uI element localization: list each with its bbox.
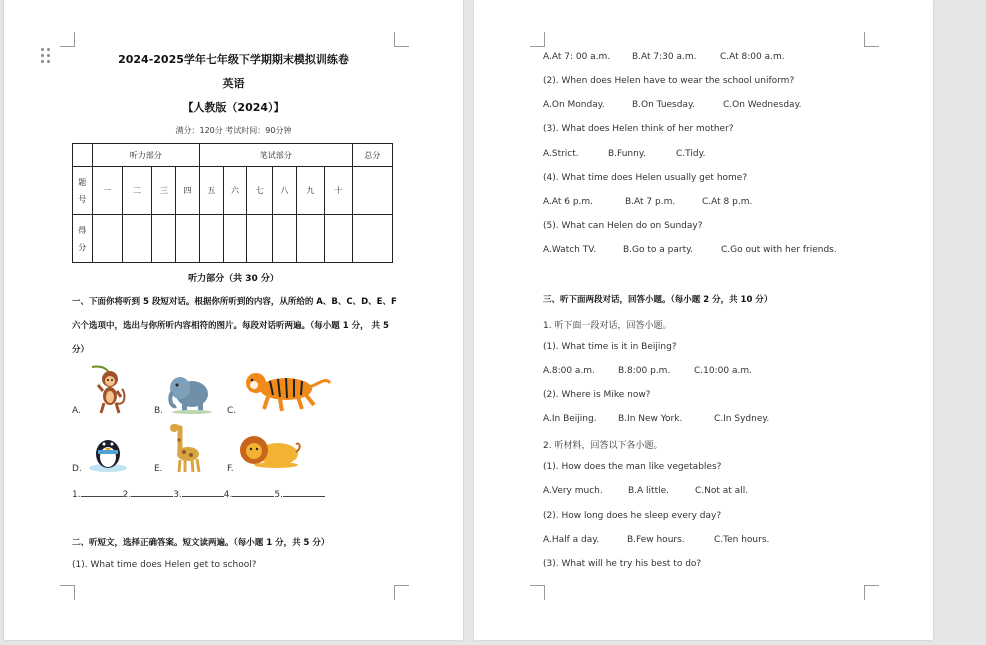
row-label-char: 得 [78,225,87,235]
header-listening: 听力部分 [92,144,199,167]
question-number: 二 [122,167,152,215]
section1-line: 一、下面你将听到 5 段短对话。根据你所听到的内容，从所给的 A、B、C、D、E、F [72,297,397,307]
giraffe-image [164,422,204,474]
dialog-intro: 1. 听下面一段对话，回答小题。 [543,321,672,331]
answer-option[interactable]: B.8:00 p.m. [618,366,671,376]
answer-option[interactable]: A.Half a day. [543,535,600,545]
answer-blank[interactable] [283,488,325,497]
question-number: 四 [176,167,200,215]
question-text: (1). What time does Helen get to school? [72,560,257,570]
answer-blanks [72,488,325,500]
question-text: (5). What can Helen do on Sunday? [543,221,703,231]
question-number: 十 [324,167,352,215]
row-label-char: 题 [78,177,87,187]
header-total: 总分 [352,144,392,167]
question-number: 八 [273,167,297,215]
subject-title: 英语 [222,77,245,90]
row-label-char: 号 [78,194,87,204]
crop-mark [864,32,879,47]
answer-option[interactable]: C.At 8:00 a.m. [720,52,785,62]
answer-option[interactable]: C.Not at all. [695,486,749,496]
table-cell-empty [73,144,93,167]
question-text: (3). What will he try his best to do? [543,559,702,569]
option-label: F. [227,464,234,474]
answer-option[interactable]: C.Tidy. [676,149,706,159]
question-number: 六 [223,167,247,215]
answer-option[interactable]: A.In Beijing. [543,414,597,424]
option-label: E. [154,464,163,474]
section1-line: 分） [72,345,90,355]
crop-mark [394,32,409,47]
row-label-number [73,167,93,215]
elephant-image [166,370,212,414]
answer-option[interactable]: B.At 7 p.m. [625,197,676,207]
edition-title: 【人教版（2024）】 [182,101,285,114]
header-written: 笔试部分 [199,144,352,167]
crop-mark [530,585,545,600]
answer-option[interactable]: B.At 7:30 a.m. [632,52,697,62]
answer-option[interactable]: C.Go out with her friends. [721,245,837,255]
answer-option[interactable]: A.Strict. [543,149,579,159]
answer-option[interactable]: B.Few hours. [627,535,685,545]
answer-option[interactable]: C.At 8 p.m. [702,197,753,207]
score-cell[interactable] [176,215,200,263]
answer-number: 4. [223,490,233,500]
crop-mark [60,32,75,47]
answer-option[interactable]: C.10:00 a.m. [694,366,752,376]
section3-heading: 三、听下面两段对话，回答小题。（每小题 2 分，共 10 分） [543,295,773,305]
question-text: (4). What time does Helen usually get home? [543,173,748,183]
answer-option[interactable]: C.Ten hours. [714,535,770,545]
document-page-right [474,0,933,640]
answer-blank[interactable] [131,488,173,497]
question-number: 七 [247,167,273,215]
document-page-left [4,0,463,640]
answer-blank[interactable] [232,488,274,497]
answer-option[interactable]: A.At 7: 00 a.m. [543,52,611,62]
crop-mark [864,585,879,600]
crop-mark [60,585,75,600]
score-cell[interactable] [199,215,223,263]
crop-mark [530,32,545,47]
answer-number: 2. [122,490,132,500]
answer-option[interactable]: C.In Sydney. [714,414,770,424]
question-text: (1). What time is it in Beijing? [543,342,677,352]
question-text: (2). How long does he sleep every day? [543,511,722,521]
question-number: 一 [92,167,122,215]
question-number: 九 [296,167,324,215]
row-label-char: 分 [78,242,87,252]
option-label: B. [154,406,164,416]
answer-option[interactable]: B.In New York. [618,414,683,424]
answer-option[interactable]: A.On Monday. [543,100,605,110]
score-cell[interactable] [92,215,122,263]
question-number: 三 [152,167,176,215]
answer-option[interactable]: B.A little. [628,486,670,496]
section1-line: 六个选项中，选出与你所听内容相符的图片。每段对话听两遍。（每小题 1 分， 共 5 [72,321,389,331]
score-cell[interactable] [122,215,152,263]
lion-image [238,432,302,470]
score-table [72,143,393,263]
score-cell[interactable] [296,215,324,263]
option-label: A. [72,406,81,416]
option-label: D. [72,464,82,474]
answer-option[interactable]: A.Very much. [543,486,603,496]
dialog-intro: 2. 听材料，回答以下各小题。 [543,441,663,451]
exam-info: 满分：120分 考试时间：90分钟 [175,126,292,135]
answer-option[interactable]: B.Go to a party. [623,245,694,255]
listening-heading: 听力部分（共 30 分） [188,274,279,284]
score-cell[interactable] [352,215,392,263]
monkey-image [88,363,130,415]
answer-number: 5. [274,490,283,500]
section2-heading: 二、听短文，选择正确答案。短文读两遍。（每小题 1 分，共 5 分） [72,538,330,548]
answer-number: 1. [72,490,81,500]
tiger-image [240,369,332,413]
answer-option[interactable]: C.On Wednesday. [723,100,802,110]
row-label-score [73,215,93,263]
question-text: (3). What does Helen think of her mother? [543,124,734,134]
crop-mark [394,585,409,600]
score-cell[interactable] [223,215,247,263]
answer-option[interactable]: A.8:00 a.m. [543,366,595,376]
answer-option[interactable]: A.At 6 p.m. [543,197,594,207]
answer-option[interactable]: A.Watch TV. [543,245,597,255]
question-text: (2). Where is Mike now? [543,390,651,400]
question-number: 五 [199,167,223,215]
answer-blank[interactable] [81,488,123,497]
question-text: (2). When does Helen have to wear the school uniform? [543,76,795,86]
answer-blank[interactable] [182,488,224,497]
score-cell[interactable] [247,215,273,263]
penguin-image [88,430,128,472]
score-cell[interactable] [324,215,352,263]
question-text: (1). How does the man like vegetables? [543,462,722,472]
score-cell[interactable] [152,215,176,263]
exam-title: 2024-2025学年七年级下学期期末模拟训练卷 [118,53,349,66]
score-cell[interactable] [273,215,297,263]
table-cell-empty [352,167,392,215]
answer-option[interactable]: B.On Tuesday. [632,100,695,110]
answer-option[interactable]: B.Funny. [608,149,646,159]
option-label: C. [227,406,237,416]
answer-number: 3. [173,490,182,500]
